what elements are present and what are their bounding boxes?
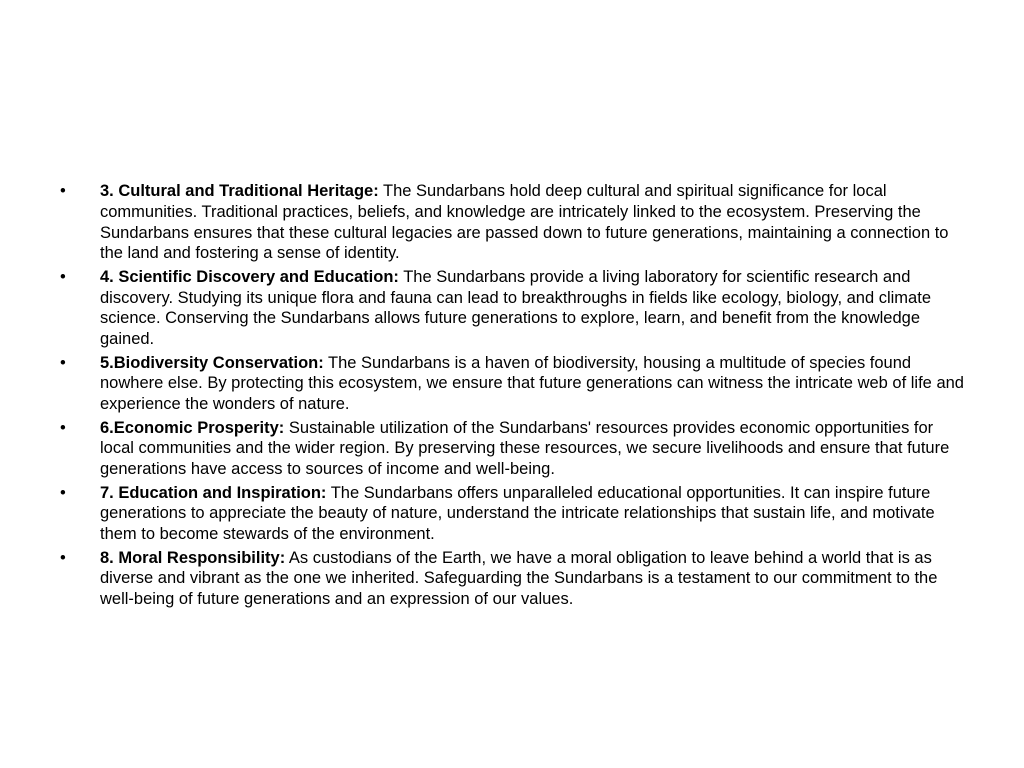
- bullet-item-scientific-discovery: [58, 267, 970, 350]
- bullet-text: The Sundarbans hold deep cultural and spiritual significance for local communities. Traditional practices, beliefs, and knowledge are intricately linked to the ecosystem. Preserving the Sundarbans ensures that these cultural legacies are passed down to future generations, maintaining a connection to the land and fostering a sense of identity.: [100, 182, 949, 263]
- bullet-text: As custodians of the Earth, we have a moral obligation to leave behind a world that is as diverse and vibrant as the one we inherited. Safeguarding the Sundarbans is a testament to our commitment to the well-being of future generations and an expression of our values.: [100, 548, 938, 609]
- bullet-icon: •: [60, 353, 66, 372]
- bullet-text: The Sundarbans offers unparalleled educational opportunities. It can inspire future generations to appreciate the beauty of nature, understand the intricate relationships that sustain life, and motivate them to become stewards of the environment.: [100, 483, 935, 544]
- bullet-item-economic-prosperity: [58, 418, 970, 480]
- bullet-icon: •: [60, 418, 66, 437]
- bullet-icon: •: [60, 483, 66, 502]
- bullet-heading: 3. Cultural and Traditional Heritage:: [100, 182, 379, 200]
- bullet-list: [58, 181, 970, 613]
- bullet-heading: 7. Education and Inspiration:: [100, 483, 327, 502]
- bullet-icon: •: [60, 182, 66, 200]
- bullet-text: The Sundarbans is a haven of biodiversity, housing a multitude of species found nowhere else. By protecting this ecosystem, we ensure that future generations can witness the intricate web of life and experience the wonders of nature.: [100, 353, 964, 414]
- bullet-heading: 4. Scientific Discovery and Education:: [100, 267, 399, 286]
- bullet-icon: •: [60, 548, 66, 567]
- bullet-item-biodiversity: [58, 353, 970, 415]
- bullet-item-moral-responsibility: [58, 548, 970, 610]
- bullet-heading: 6.Economic Prosperity:: [100, 418, 285, 437]
- bullet-text: The Sundarbans provide a living laboratory for scientific research and discovery. Studying its unique flora and fauna can lead to breakthroughs in fields like ecology, biology, and climate science. Conserving the Sundarbans allows future generations to explore, learn, and benefit from the knowledge gained.: [100, 267, 931, 349]
- bullet-icon: •: [60, 267, 66, 286]
- bullet-item-cultural-heritage: [58, 181, 970, 264]
- bullet-item-education-inspiration: [58, 483, 970, 545]
- bullet-heading: 8. Moral Responsibility:: [100, 548, 286, 567]
- bullet-heading: 5.Biodiversity Conservation:: [100, 353, 324, 372]
- bullet-text: Sustainable utilization of the Sundarbans' resources provides economic opportunities for local communities and the wider region. By preserving these resources, we secure livelihoods and ensure that future generations have access to sources of income and well-being.: [100, 418, 950, 479]
